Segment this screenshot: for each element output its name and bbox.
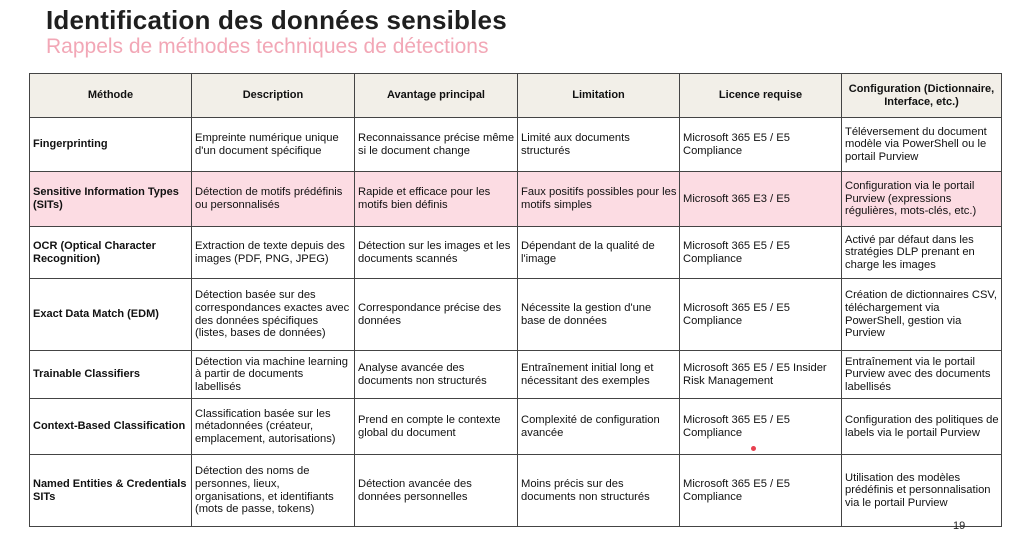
cell-license: Microsoft 365 E3 / E5 bbox=[680, 172, 842, 227]
cell-limitation: Faux positifs possibles pour les motifs simples bbox=[518, 172, 680, 227]
cell-configuration: Activé par défaut dans les stratégies DLP prenant en charge les images bbox=[842, 227, 1002, 279]
cell-configuration: Entraînement via le portail Purview avec des documents labellisés bbox=[842, 351, 1002, 399]
cell-description: Empreinte numérique unique d'un document spécifique bbox=[192, 118, 355, 172]
cell-method: OCR (Optical Character Recognition) bbox=[30, 227, 192, 279]
cell-license: Microsoft 365 E5 / E5 Compliance bbox=[680, 399, 842, 455]
cell-advantage: Analyse avancée des documents non structurés bbox=[355, 351, 518, 399]
cell-description: Détection via machine learning à partir de documents labellisés bbox=[192, 351, 355, 399]
cell-method: Named Entities & Credentials SITs bbox=[30, 455, 192, 527]
cell-advantage: Détection avancée des données personnelles bbox=[355, 455, 518, 527]
header-advantage: Avantage principal bbox=[355, 74, 518, 118]
table-header-row bbox=[30, 74, 1002, 118]
header-limitation: Limitation bbox=[518, 74, 680, 118]
cell-configuration: Téléversement du document modèle via PowerShell ou le portail Purview bbox=[842, 118, 1002, 172]
table-row bbox=[30, 399, 1002, 455]
slide-title: Identification des données sensibles bbox=[46, 5, 507, 35]
cell-license: Microsoft 365 E5 / E5 Compliance bbox=[680, 279, 842, 351]
cell-method: Fingerprinting bbox=[30, 118, 192, 172]
cell-configuration: Configuration des politiques de labels via le portail Purview bbox=[842, 399, 1002, 455]
slide-subtitle: Rappels de méthodes techniques de détections bbox=[46, 35, 489, 58]
cell-limitation: Nécessite la gestion d'une base de données bbox=[518, 279, 680, 351]
table-row bbox=[30, 118, 1002, 172]
cell-advantage: Prend en compte le contexte global du document bbox=[355, 399, 518, 455]
detection-methods-table bbox=[29, 73, 1002, 527]
cell-method: Context-Based Classification bbox=[30, 399, 192, 455]
cell-limitation: Moins précis sur des documents non structurés bbox=[518, 455, 680, 527]
cell-license: Microsoft 365 E5 / E5 Compliance bbox=[680, 118, 842, 172]
cell-advantage: Correspondance précise des données bbox=[355, 279, 518, 351]
page-number: 19 bbox=[953, 520, 966, 532]
table-row bbox=[30, 172, 1002, 227]
header-configuration: Configuration (Dictionnaire, Interface, etc.) bbox=[842, 74, 1002, 118]
cell-advantage: Reconnaissance précise même si le document change bbox=[355, 118, 518, 172]
header-method: Méthode bbox=[30, 74, 192, 118]
laser-pointer-dot bbox=[751, 446, 756, 451]
cell-description: Extraction de texte depuis des images (PDF, PNG, JPEG) bbox=[192, 227, 355, 279]
cell-configuration: Création de dictionnaires CSV, téléchargement via PowerShell, gestion via Purview bbox=[842, 279, 1002, 351]
header-description: Description bbox=[192, 74, 355, 118]
table-row bbox=[30, 455, 1002, 527]
cell-configuration: Configuration via le portail Purview (expressions régulières, mots-clés, etc.) bbox=[842, 172, 1002, 227]
header-license: Licence requise bbox=[680, 74, 842, 118]
cell-limitation: Limité aux documents structurés bbox=[518, 118, 680, 172]
cell-method: Trainable Classifiers bbox=[30, 351, 192, 399]
cell-description: Détection de motifs prédéfinis ou personnalisés bbox=[192, 172, 355, 227]
cell-description: Classification basée sur les métadonnées (créateur, emplacement, autorisations) bbox=[192, 399, 355, 455]
cell-limitation: Dépendant de la qualité de l'image bbox=[518, 227, 680, 279]
cell-license: Microsoft 365 E5 / E5 Compliance bbox=[680, 227, 842, 279]
cell-method: Exact Data Match (EDM) bbox=[30, 279, 192, 351]
cell-license: Microsoft 365 E5 / E5 Compliance bbox=[680, 455, 842, 527]
cell-advantage: Rapide et efficace pour les motifs bien définis bbox=[355, 172, 518, 227]
cell-advantage: Détection sur les images et les documents scannés bbox=[355, 227, 518, 279]
cell-description: Détection basée sur des correspondances exactes avec des données spécifiques (listes, bases de données) bbox=[192, 279, 355, 351]
cell-configuration: Utilisation des modèles prédéfinis et personnalisation via le portail Purview bbox=[842, 455, 1002, 527]
cell-limitation: Complexité de configuration avancée bbox=[518, 399, 680, 455]
table-row bbox=[30, 227, 1002, 279]
cell-limitation: Entraînement initial long et nécessitant des exemples bbox=[518, 351, 680, 399]
cell-license: Microsoft 365 E5 / E5 Insider Risk Management bbox=[680, 351, 842, 399]
cell-method: Sensitive Information Types (SITs) bbox=[30, 172, 192, 227]
table-row bbox=[30, 351, 1002, 399]
cell-description: Détection des noms de personnes, lieux, organisations, et identifiants (mots de passe, tokens) bbox=[192, 455, 355, 527]
table-row bbox=[30, 279, 1002, 351]
